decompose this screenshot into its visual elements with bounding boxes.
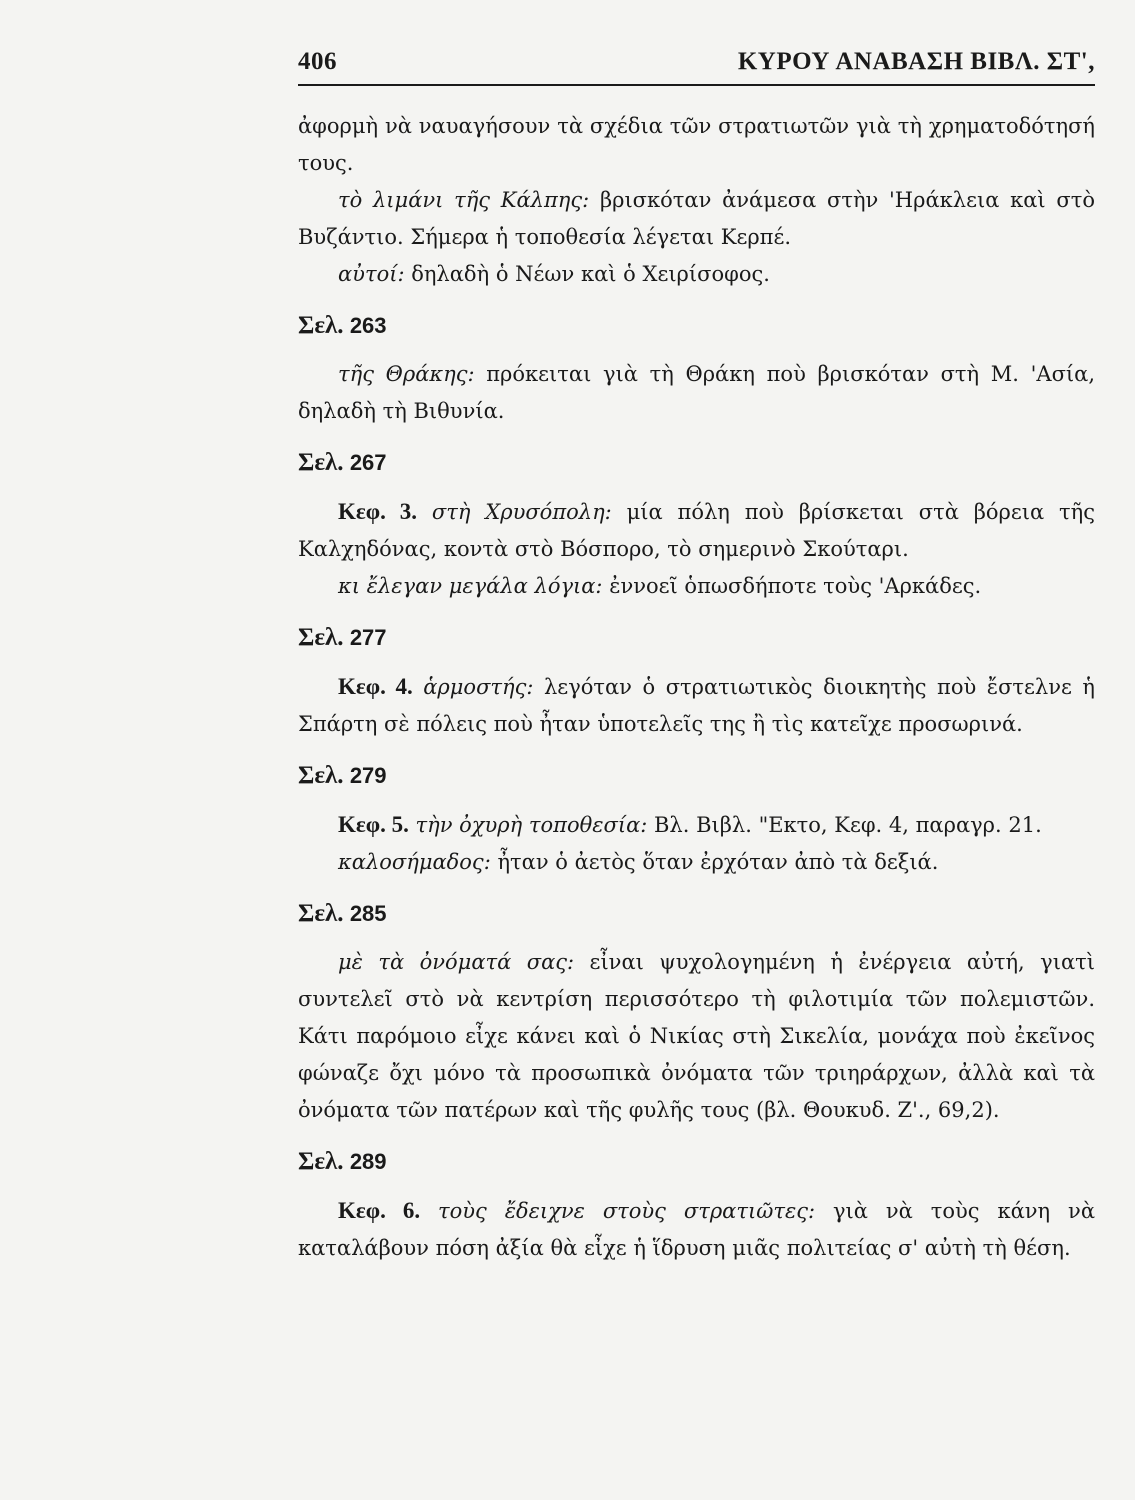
note-paragraph	[298, 668, 1095, 743]
note-term: κι ἔλεγαν μεγάλα λόγια:	[338, 574, 603, 598]
page-number: 406	[298, 48, 337, 75]
section-heading-277: Σελ. 277	[298, 624, 387, 651]
book-title: ΚΥΡΟΥ ΑΝΑΒΑΣΗ ΒΙΒΛ. ΣΤ',	[737, 48, 1095, 75]
note-paragraph	[298, 944, 1095, 1129]
note-term: μὲ τὰ ὀνόματά σας:	[338, 950, 575, 974]
note-text: ἐννοεῖ ὁπωσδήποτε τοὺς 'Αρκάδες.	[602, 574, 982, 598]
commentary-body	[298, 108, 1095, 1267]
note-term: καλοσήμαδος:	[338, 850, 491, 874]
note-paragraph	[298, 356, 1095, 430]
page	[298, 48, 1095, 1267]
note-text: ἀφορμὴ νὰ ναυαγήσουν τὰ σχέδια τῶν στρατιωτῶν γιὰ τὴ χρηματοδότησή τους.	[298, 114, 1095, 175]
note-term: τὸ λιμάνι τῆς Κάλπης:	[338, 188, 590, 212]
note-text: λεγόταν ὁ στρατιωτικὸς διοικητὴς ποὺ ἔστελνε ἡ Σπάρτη σὲ πόλεις ποὺ ἦταν ὑποτελεῖς της ἢ τὶς κατεῖχε προσωρινά.	[298, 675, 1095, 736]
chapter-label: Κεφ. 5.	[338, 812, 409, 837]
note-text: πρόκειται γιὰ τὴ Θράκη ποὺ βρισκόταν στὴ Μ. 'Ασία, δηλαδὴ τὴ Βιθυνία.	[298, 362, 1095, 423]
running-head	[298, 48, 1095, 86]
note-term: αὐτοί:	[338, 262, 405, 286]
note-text: γιὰ νὰ τοὺς κάνη νὰ καταλάβουν πόση ἀξία θὰ εἶχε ἡ ἵδρυση μιᾶς πολιτείας σ' αὐτὴ τὴ θέση.	[298, 1199, 1095, 1260]
note-term: τῆς Θράκης:	[338, 362, 475, 386]
note-term: ἁρμοστής:	[412, 675, 534, 699]
note-term: τὴν ὀχυρὴ τοποθεσία:	[408, 813, 648, 837]
note-text: εἶναι ψυχολογημένη ἡ ἐνέργεια αὐτή, γιατὶ συντελεῖ στὸ νὰ κεντρίση περισσότερο τὴ φιλοτιμία τῶν πολεμιστῶν. Κάτι παρόμοιο εἶχε κάνει καὶ ὁ Νικίας στὴ Σικελία, μονάχα ποὺ ἐκεῖνος φώναζε ὄχι μόνο τὰ προσωπικὰ ὀνόματα τῶν τριηράρχων, ἀλλὰ καὶ τὰ ὀνόματα τῶν πατέρων καὶ τῆς φυλῆς τους (βλ. Θουκυδ. Ζ'., 69,2).	[298, 950, 1095, 1122]
note-paragraph	[298, 493, 1095, 568]
note-paragraph	[298, 108, 1095, 182]
note-text: ἦταν ὁ ἀετὸς ὅταν ἐρχόταν ἀπὸ τὰ δεξιά.	[490, 850, 939, 874]
note-term: τοὺς ἔδειχνε στοὺς στρατιῶτες:	[420, 1199, 816, 1223]
note-text: μία πόλη ποὺ βρίσκεται στὰ βόρεια τῆς Καλχηδόνας, κοντὰ στὸ Βόσπορο, τὸ σημερινὸ Σκούταρι.	[298, 500, 1095, 561]
note-paragraph	[298, 256, 1095, 293]
section-heading-285: Σελ. 285	[298, 900, 387, 927]
chapter-label: Κεφ. 4.	[338, 674, 413, 699]
section-heading-267: Σελ. 267	[298, 449, 387, 476]
note-paragraph	[298, 844, 1095, 881]
note-text: Βλ. Βιβλ. "Εκτο, Κεφ. 4, παραγρ. 21.	[647, 813, 1042, 837]
chapter-label: Κεφ. 3.	[338, 499, 418, 524]
note-paragraph	[298, 1192, 1095, 1267]
section-heading-279: Σελ. 279	[298, 762, 387, 789]
note-term: στὴ Χρυσόπολη:	[417, 500, 612, 524]
note-paragraph	[298, 568, 1095, 605]
note-text: βρισκόταν ἀνάμεσα στὴν 'Ηράκλεια καὶ στὸ Βυζάντιο. Σήμερα ἡ τοποθεσία λέγεται Κερπέ.	[298, 188, 1095, 249]
note-paragraph	[298, 806, 1095, 844]
section-heading-289: Σελ. 289	[298, 1148, 387, 1175]
note-paragraph	[298, 182, 1095, 256]
chapter-label: Κεφ. 6.	[338, 1198, 421, 1223]
section-heading-263: Σελ. 263	[298, 312, 387, 339]
note-text: δηλαδὴ ὁ Νέων καὶ ὁ Χειρίσοφος.	[404, 262, 770, 286]
